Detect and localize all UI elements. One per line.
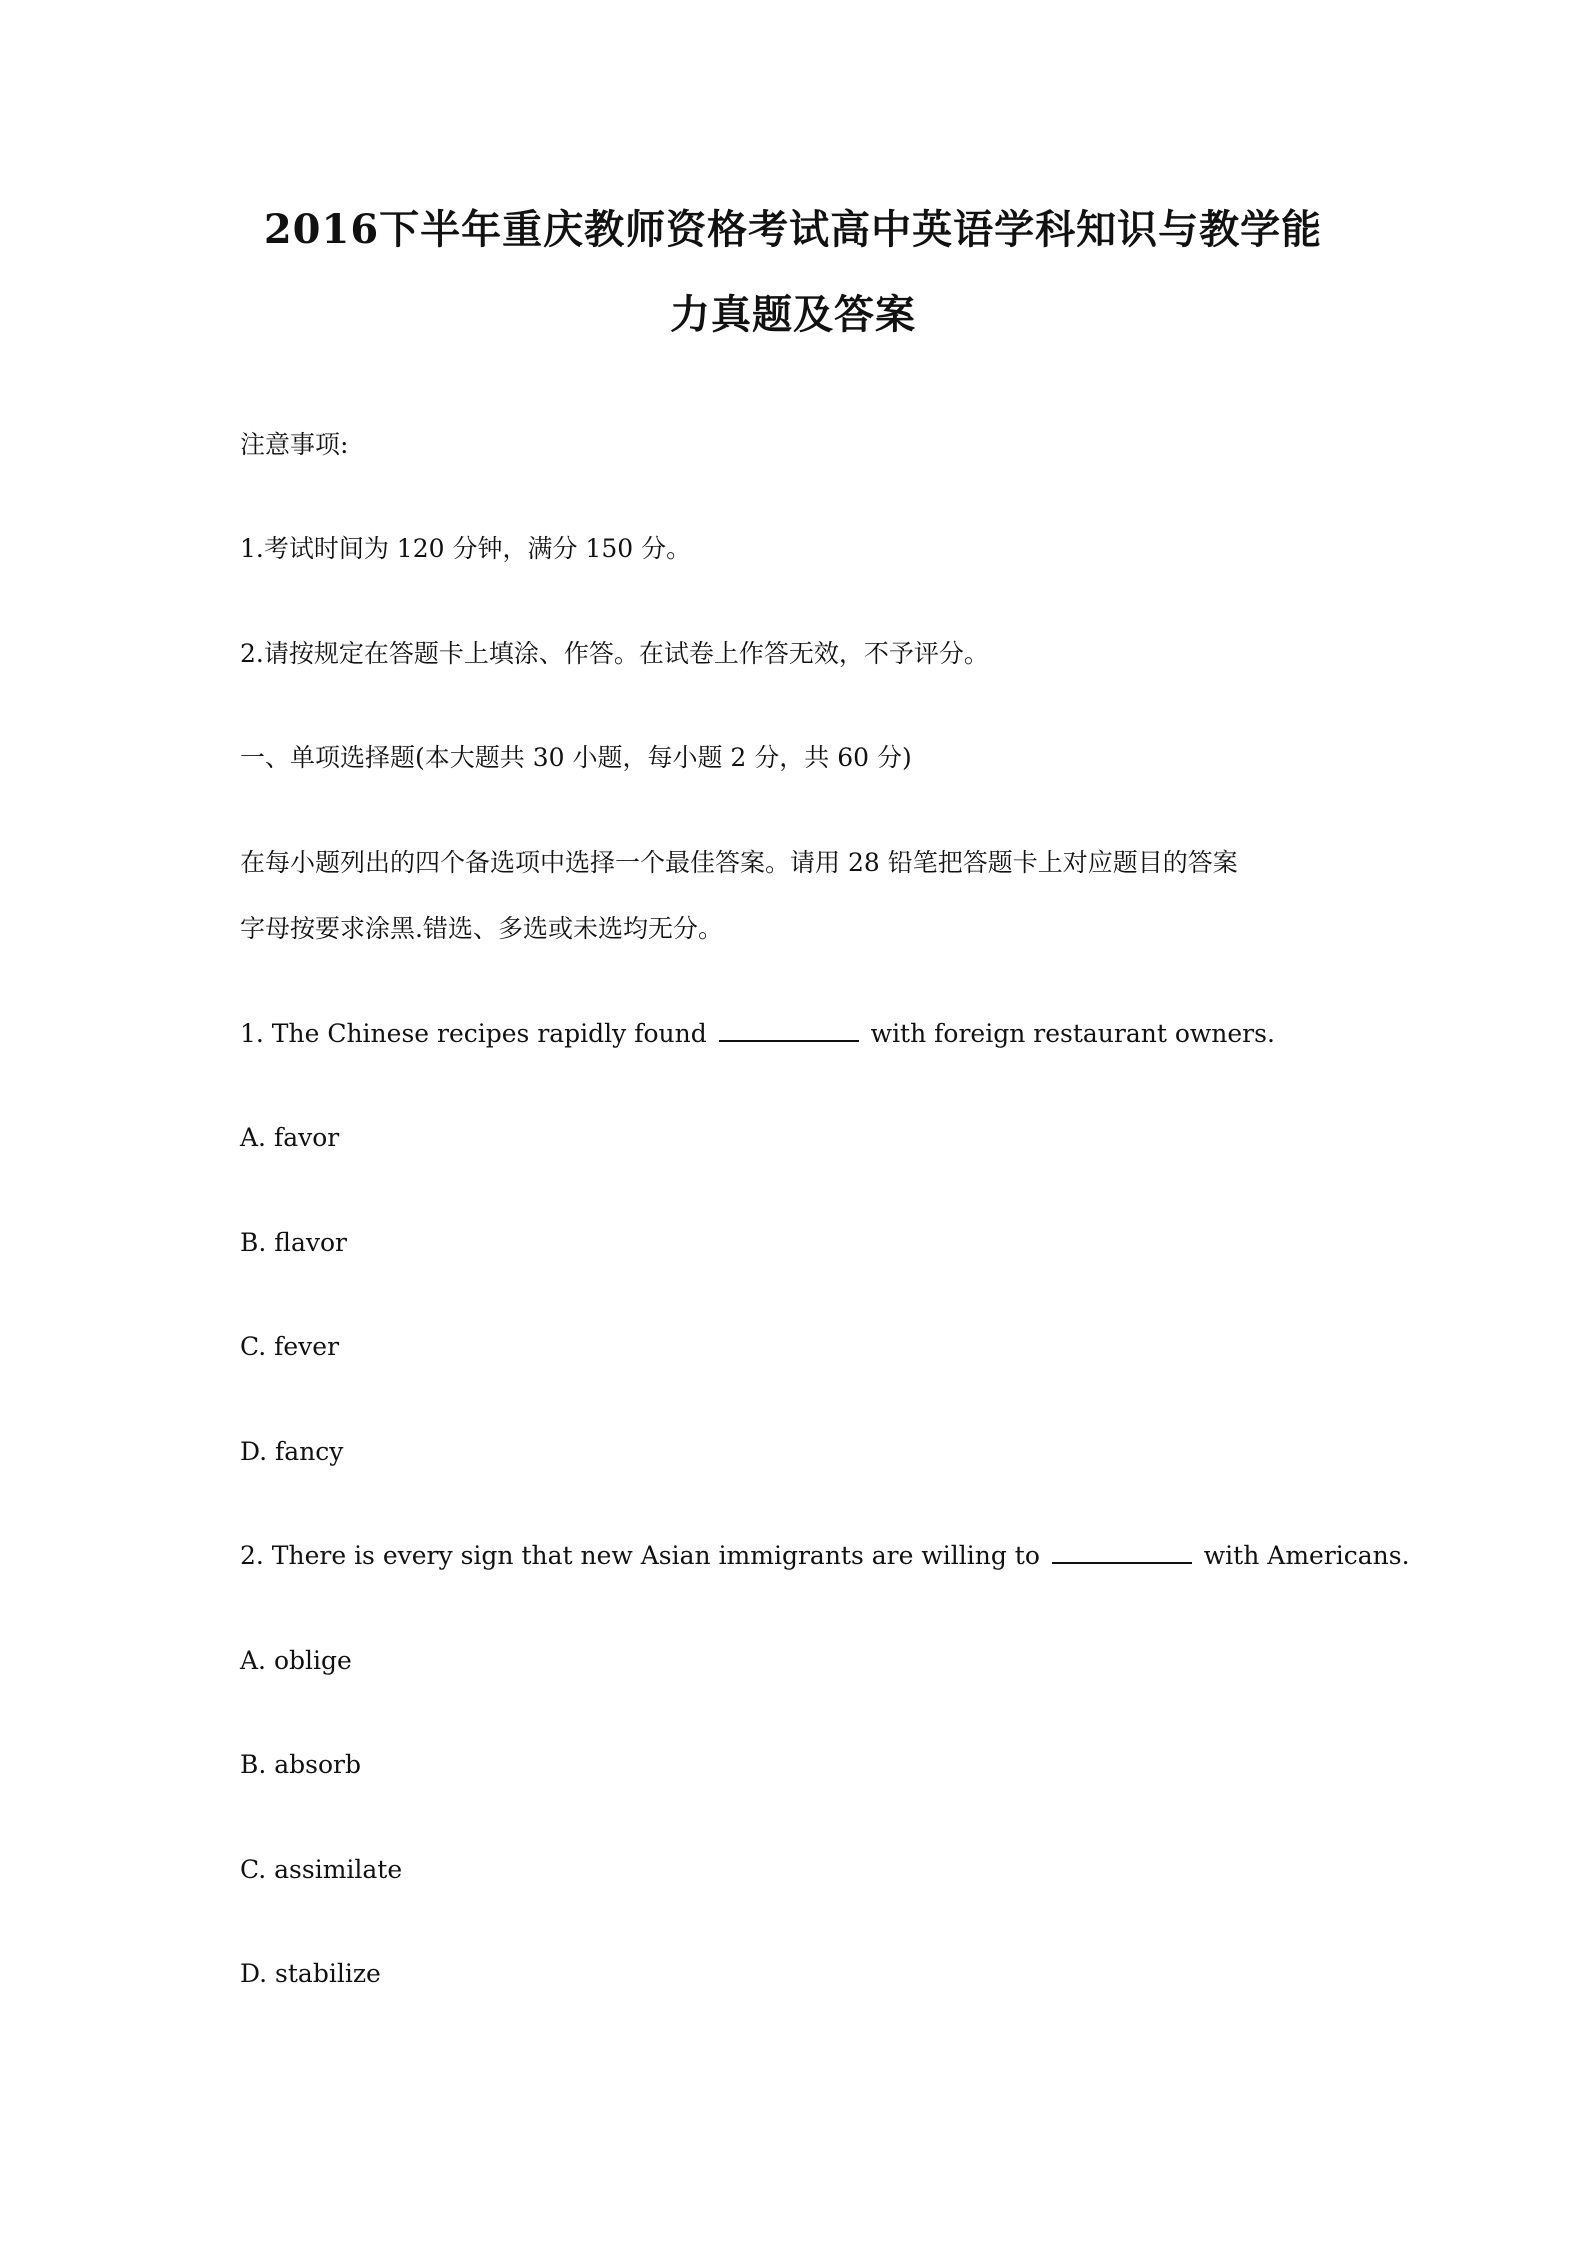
question-2-stem-after: with Americans. xyxy=(1195,1541,1410,1570)
question-1-option-b: B. flavor xyxy=(240,1228,347,1257)
document-title-line-2: 力真题及答案 xyxy=(670,291,916,338)
notice-heading: 注意事项: xyxy=(240,430,349,459)
document-title-line-1: 2016下半年重庆教师资格考试高中英语学科知识与教学能 xyxy=(263,206,1323,253)
question-1-stem-before: 1. The Chinese recipes rapidly found xyxy=(240,1019,715,1048)
question-2-stem xyxy=(240,1539,1410,1573)
answer-blank xyxy=(719,1022,859,1042)
question-2-stem-before: 2. There is every sign that new Asian immigrants are willing to xyxy=(240,1541,1048,1570)
answer-blank xyxy=(1052,1544,1192,1564)
instruction-line-2: 字母按要求涂黑.错选、多选或未选均无分。 xyxy=(240,914,723,943)
question-1-option-d: D. fancy xyxy=(240,1437,344,1466)
instruction-line-1: 在每小题列出的四个备选项中选择一个最佳答案。请用 28 铅笔把答题卡上对应题目的答案 xyxy=(240,848,1238,877)
question-1-stem xyxy=(240,1017,1350,1051)
question-2-option-c: C. assimilate xyxy=(240,1855,403,1884)
question-2-option-d: D. stabilize xyxy=(240,1959,381,1988)
notice-item-1: 1.考试时间为 120 分钟，满分 150 分。 xyxy=(240,534,692,563)
question-1-option-c: C. fever xyxy=(240,1332,340,1361)
question-1-option-a: A. favor xyxy=(240,1123,340,1152)
notice-item-2: 2.请按规定在答题卡上填涂、作答。在试卷上作答无效，不予评分。 xyxy=(240,639,989,668)
question-1-stem-after: with foreign restaurant owners. xyxy=(862,1019,1275,1048)
question-2-option-a: A. oblige xyxy=(240,1646,352,1675)
section-heading: 一、单项选择题(本大题共 30 小题，每小题 2 分，共 60 分) xyxy=(240,743,912,772)
question-2-option-b: B. absorb xyxy=(240,1750,362,1779)
